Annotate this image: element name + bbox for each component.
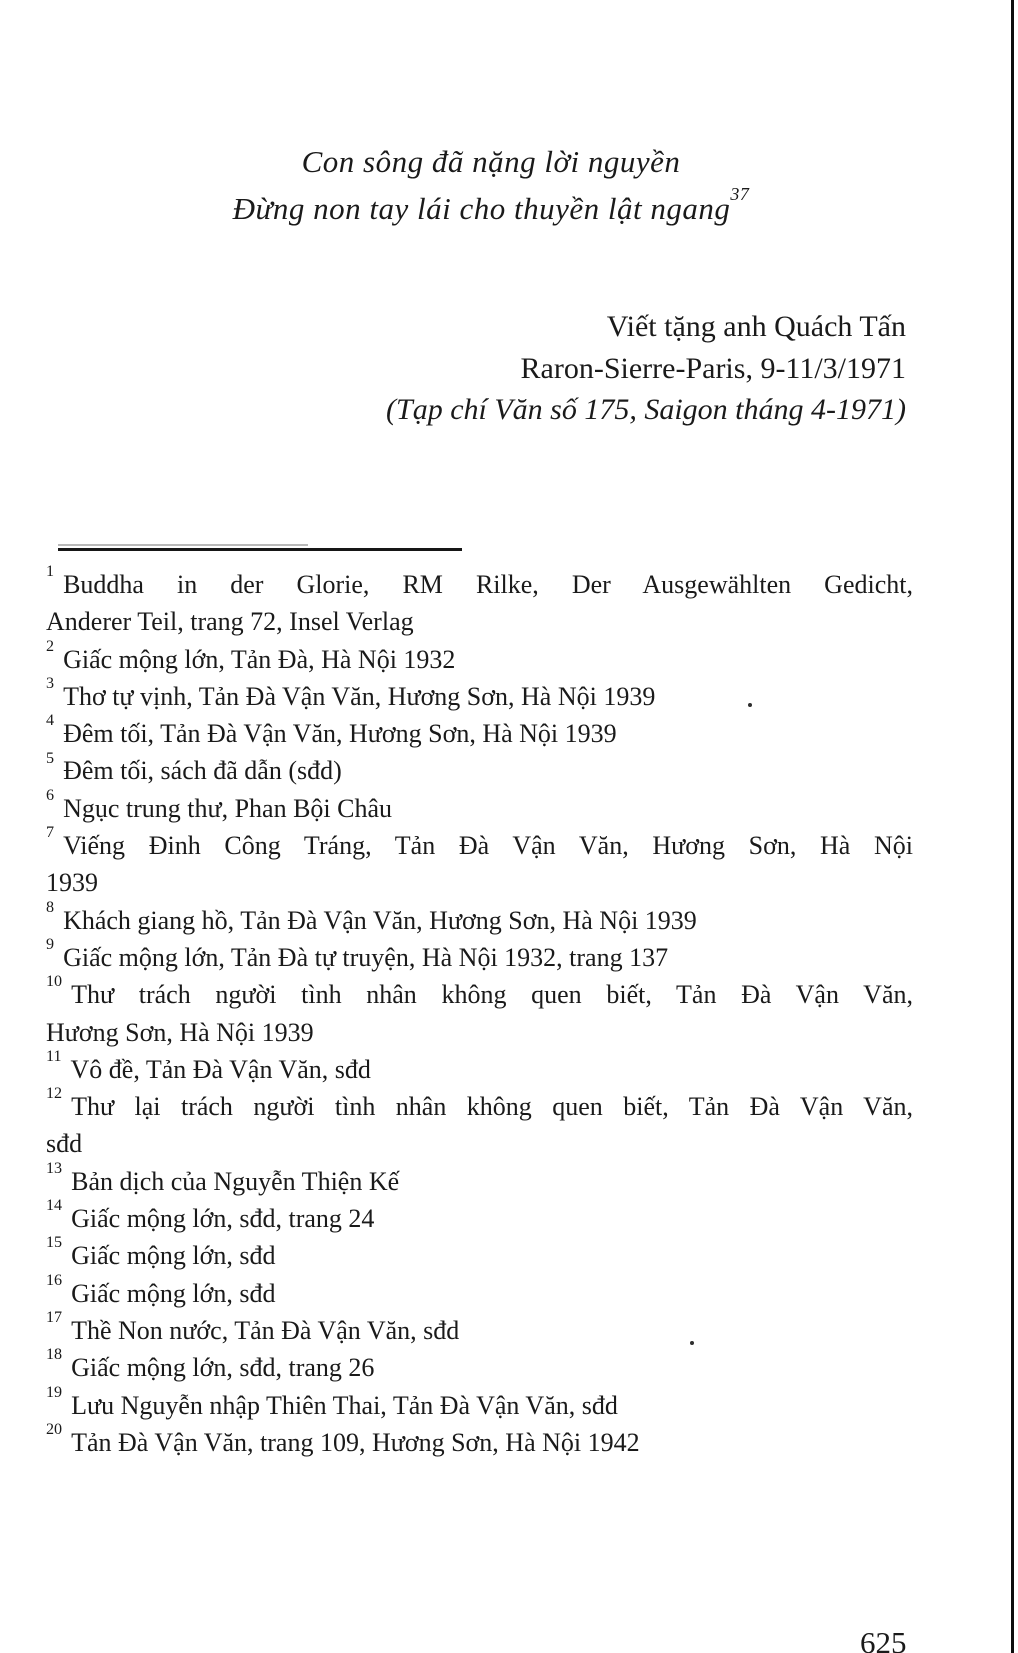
footnote-line bbox=[46, 824, 913, 864]
footnote-text: Anderer Teil, trang 72, Insel Verlag bbox=[46, 607, 414, 637]
footnote-line bbox=[46, 674, 913, 715]
footnote-text: Giấc mộng lớn, Tản Đà tự truyện, Hà Nội 1932, trang 137 bbox=[63, 942, 669, 972]
footnote-text: Giấc mộng lớn, sđd bbox=[71, 1241, 276, 1271]
poem-couplet bbox=[0, 138, 982, 232]
footnote-marker: 6 bbox=[46, 786, 55, 804]
footnote-line bbox=[46, 1309, 913, 1349]
footnote-line bbox=[46, 864, 913, 901]
footnote-marker: 18 bbox=[46, 1346, 63, 1364]
footnote-marker: 20 bbox=[46, 1420, 63, 1438]
page-number: 625 bbox=[860, 1625, 907, 1653]
dedication bbox=[386, 306, 906, 431]
footnote-marker: 17 bbox=[46, 1309, 63, 1327]
footnote-line bbox=[46, 1125, 913, 1162]
footnote-marker: 2 bbox=[46, 637, 55, 655]
footnote-line bbox=[46, 1420, 913, 1461]
poem-line-2 bbox=[0, 185, 982, 232]
footnote-line bbox=[46, 1234, 913, 1274]
footnote-line bbox=[46, 973, 913, 1013]
poem-line-2-text: Đừng non tay lái cho thuyền lật ngang bbox=[232, 191, 731, 226]
footnote-text: Lưu Nguyễn nhập Thiên Thai, Tản Đà Vận Văn, sđd bbox=[71, 1390, 618, 1420]
footnote-text: Giấc mộng lớn, sđd bbox=[71, 1278, 276, 1308]
scan-speck bbox=[748, 703, 752, 707]
footnote-text: Giấc mộng lớn, Tản Đà, Hà Nội 1932 bbox=[63, 644, 456, 674]
footnote-text: Đêm tối, sách đã dẫn (sđd) bbox=[63, 756, 342, 786]
footnote-line bbox=[46, 1159, 913, 1200]
footnote-text: Bản dịch của Nguyễn Thiện Kế bbox=[71, 1166, 400, 1196]
footnote-marker: 4 bbox=[46, 712, 55, 730]
footnote-marker: 14 bbox=[46, 1197, 63, 1215]
footnote-text: Thề Non nước, Tản Đà Vận Văn, sđd bbox=[71, 1315, 460, 1345]
footnote-line bbox=[46, 1271, 913, 1312]
footnote-line bbox=[46, 786, 913, 827]
footnote-line bbox=[46, 1197, 913, 1237]
footnote-text: 1939 bbox=[46, 868, 98, 898]
footnote-text: Thư trách người tình nhân không quen biết, Tản Đà Vận Văn, bbox=[71, 980, 913, 1010]
footnote-marker: 5 bbox=[46, 749, 55, 767]
footnote-line bbox=[46, 637, 913, 678]
footnote-line bbox=[46, 936, 913, 976]
footnote-line bbox=[46, 1085, 913, 1125]
footnote-text: Tản Đà Vận Văn, trang 109, Hương Sơn, Hà Nội 1942 bbox=[71, 1427, 640, 1457]
scan-edge-line bbox=[1011, 0, 1014, 1653]
footnote-marker: 12 bbox=[46, 1085, 63, 1103]
footnote-text: Thơ tự vịnh, Tản Đà Vận Văn, Hương Sơn, Hà Nội 1939 bbox=[63, 681, 656, 711]
scan-speck bbox=[690, 1341, 694, 1345]
footnote-marker: 15 bbox=[46, 1234, 63, 1252]
footnote-marker: 13 bbox=[46, 1159, 63, 1177]
footnote-marker: 7 bbox=[46, 824, 55, 842]
footnote-text: Khách giang hồ, Tản Đà Vận Văn, Hương Sơn, Hà Nội 1939 bbox=[63, 905, 697, 935]
footnote-text: Thư lại trách người tình nhân không quen biết, Tản Đà Vận Văn, bbox=[71, 1092, 913, 1122]
footnote-marker: 1 bbox=[46, 563, 55, 581]
footnote-line bbox=[46, 749, 913, 789]
footnote-text: Vô đề, Tản Đà Vận Văn, sđd bbox=[70, 1054, 371, 1084]
footnote-text: Buddha in der Glorie, RM Rilke, Der Ausgewählten Gedicht, bbox=[63, 570, 913, 599]
footnote-marker: 9 bbox=[46, 936, 55, 954]
footnote-line bbox=[46, 1014, 913, 1051]
footnote-line bbox=[46, 898, 913, 939]
footnote-line bbox=[46, 1383, 913, 1424]
footnote-line bbox=[46, 1346, 913, 1386]
footnote-marker: 16 bbox=[46, 1271, 63, 1289]
footnote-text: Giấc mộng lớn, sđd, trang 24 bbox=[71, 1204, 375, 1234]
dedication-line-3: (Tạp chí Văn số 175, Saigon tháng 4-1971) bbox=[386, 393, 906, 426]
footnote-ref-37: 37 bbox=[730, 183, 750, 204]
footnote-line bbox=[46, 603, 913, 640]
footnote-line bbox=[46, 563, 913, 603]
footnote-line bbox=[46, 712, 913, 752]
footnote-separator bbox=[58, 548, 462, 551]
footnote-marker: 19 bbox=[46, 1383, 63, 1401]
footnotes-block bbox=[46, 563, 913, 1461]
footnote-text: sđd bbox=[46, 1129, 83, 1159]
dedication-line-1: Viết tặng anh Quách Tấn bbox=[606, 310, 906, 343]
footnote-marker: 3 bbox=[46, 674, 55, 692]
footnote-text: Viếng Đinh Công Tráng, Tản Đà Vận Văn, Hương Sơn, Hà Nội bbox=[63, 831, 913, 861]
footnote-marker: 10 bbox=[46, 973, 63, 991]
footnote-marker: 8 bbox=[46, 898, 55, 916]
footnote-text: Đêm tối, Tản Đà Vận Văn, Hương Sơn, Hà Nội 1939 bbox=[63, 719, 617, 749]
footnote-line bbox=[46, 1047, 913, 1088]
footnote-marker: 11 bbox=[46, 1047, 62, 1065]
footnote-text: Giấc mộng lớn, sđd, trang 26 bbox=[71, 1353, 375, 1383]
poem-line-1: Con sông đã nặng lời nguyền bbox=[301, 144, 681, 179]
dedication-line-2: Raron-Sierre-Paris, 9-11/3/1971 bbox=[520, 351, 906, 385]
footnote-text: Ngục trung thư, Phan Bội Châu bbox=[63, 793, 393, 823]
footnote-text: Hương Sơn, Hà Nội 1939 bbox=[46, 1017, 314, 1047]
